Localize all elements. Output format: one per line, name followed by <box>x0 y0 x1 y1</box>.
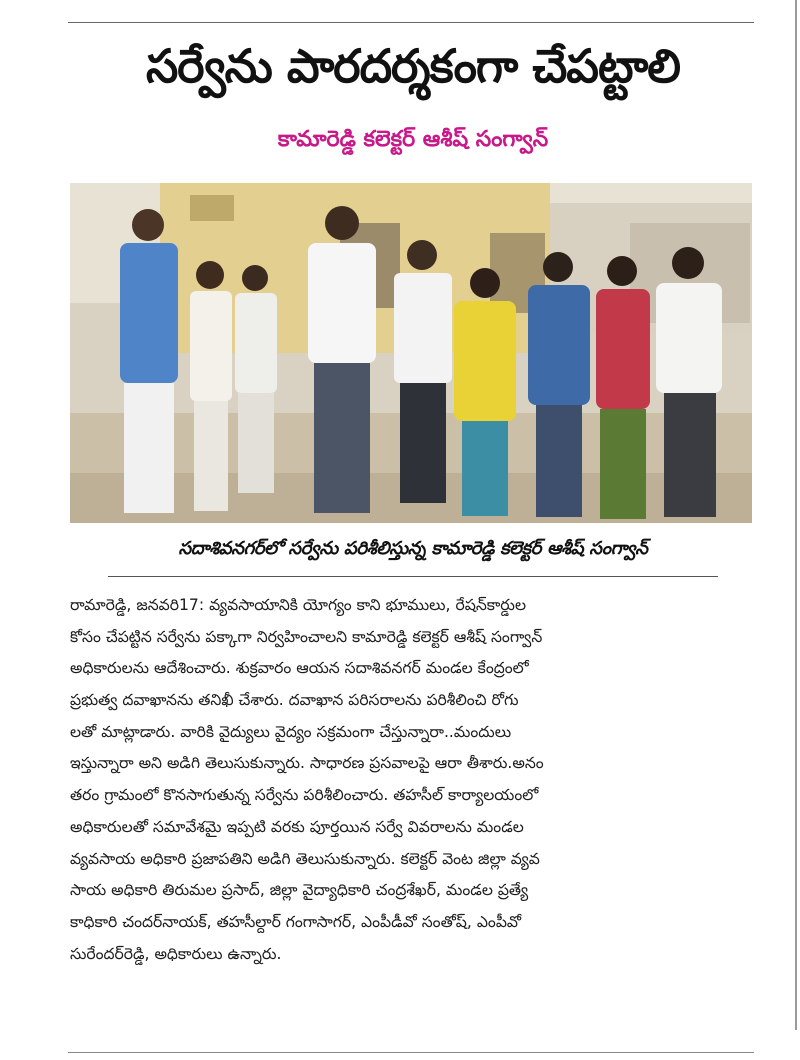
person-figure-1 <box>120 209 178 513</box>
body-line: ఇస్తున్నారా అని అడిగి తెలుసుకున్నారు. సాధారణ ప్రసవాలపై ఆరా తీశారు.అనం <box>70 754 544 773</box>
body-line: రామారెడ్డి, జనవరి17: వ్యవసాయానికి యోగ్యం కాని భూములు, రేషన్‌కార్డుల <box>70 596 526 614</box>
body-line: అధికారులను ఆదేశించారు. శుక్రవారం ఆయన సదాశివనగర్ మండల కేంద్రంలో <box>70 659 529 678</box>
photo-caption: సదాశివనగర్‌లో సర్వేను పరిశీలిస్తున్న కామారెడ్డి కలెక్టర్ ఆశీష్ సంగ్వాన్ <box>178 537 648 559</box>
bottom-rule <box>68 1052 754 1053</box>
subheadline: కామారెడ్డి కలెక్టర్ ఆశీష్ సంగ్వాన్ <box>277 127 549 152</box>
person-figure-4 <box>308 206 376 513</box>
headline: సర్వేను పారదర్శకంగా చేపట్టాలి <box>146 39 680 93</box>
person-figure-2 <box>190 261 232 511</box>
body-line: సురేందర్‌రెడ్డి, అధికారులు ఉన్నారు. <box>70 944 282 963</box>
body-line: తరం గ్రామంలో కొనసాగుతున్న సర్వేను పరిశీలించారు. తహసీల్ కార్యాలయంలో <box>70 786 539 805</box>
body-line: కోసం చేపట్టిన సర్వేను పక్కాగా నిర్వహించాలని కామారెడ్డి కలెక్టర్ ఆశీష్ సంగ్వాన్ <box>70 627 543 646</box>
person-figure-7 <box>528 252 590 517</box>
body-line: లతో మాట్లాడారు. వారికి వైద్యులు వైద్యం సక్రమంగా చేస్తున్నారా..మందులు <box>70 722 512 741</box>
body-line: కాధికారి చందర్‌నాయక్, తహసీల్దార్ గంగాసాగర్, ఎంపీడీవో సంతోష్, ఎంపీవో <box>70 912 522 931</box>
body-line: అధికారులతో సమావేశమై ఇప్పటి వరకు పూర్తయిన సర్వే వివరాలను మండల <box>70 817 524 836</box>
news-photo <box>70 183 752 523</box>
person-figure-9 <box>656 247 722 517</box>
body-line: సాయ అధికారి తిరుమల ప్రసాద్, జిల్లా వైద్యాధికారి చంద్రశేఖర్, మండల ప్రత్యే <box>70 881 529 900</box>
body-line: ప్రభుత్వ దవాఖానను తనిఖీ చేశారు. దవాఖాన పరిసరాలను పరిశీలించి రోగు <box>70 691 519 710</box>
person-figure-5 <box>394 240 452 503</box>
top-rule <box>68 22 754 23</box>
body-line: వ్యవసాయ అధికారి ప్రజాపతిని అడిగి తెలుసుకున్నారు. కలెక్టర్ వెంట జిల్లా వ్యవ <box>70 849 540 868</box>
article-body <box>70 590 760 970</box>
person-figure-6 <box>454 268 516 516</box>
column-divider <box>795 0 797 1030</box>
caption-rule <box>108 576 718 577</box>
person-figure-8 <box>596 256 650 519</box>
person-figure-3 <box>235 265 277 493</box>
